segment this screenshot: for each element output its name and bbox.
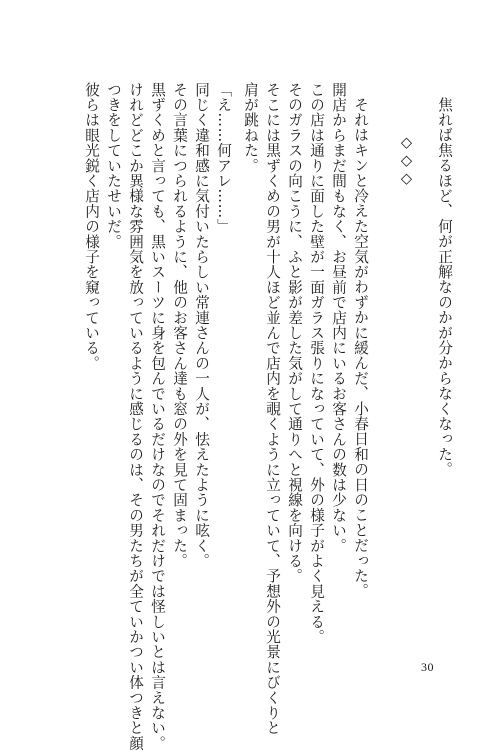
text-column: 焦れば焦るほど、何が正解なのかが分からなくなった。 <box>436 97 453 477</box>
text-column: 彼らは眼光鋭く店内の様子を窺っている。 <box>83 82 100 371</box>
text-column: 「え……何アレ……」 <box>215 82 232 234</box>
text-column: それはキンと冷えた空気がわずかに緩んだ、小春日和の日のことだった。 <box>352 97 369 599</box>
page-number: 30 <box>421 660 434 674</box>
text-column: つきをしていたせいだ。 <box>105 82 122 250</box>
text-column: そのガラスの向こうに、ふと影が差した気がして通りへと視線を向ける。 <box>286 82 303 584</box>
text-column: そこには黒ずくめの男が十人ほど並んで店内を覗くように立っていて、予想外の光景にびくりと <box>264 82 281 736</box>
text-column: 開店からまだ間もなく、お昼前で店内にいるお客さんの数は少ない。 <box>330 82 347 554</box>
text-column: 同じく違和感に気付いたらしい常連さんの一人が、怯えたように呟く。 <box>193 82 210 569</box>
text-column: その言葉につられるように、他のお客さん達も窓の外を見て固まった。 <box>171 82 188 569</box>
text-column: この店は通りに面した壁が一面ガラス張りになっていて、外の様子がよく見える。 <box>308 82 325 645</box>
section-divider: ◇◇◇ <box>398 134 415 188</box>
text-column: けれどどこか異様な雰囲気を放っているように感じるのは、その男たちが全ていかつい体つきと顔 <box>127 82 144 751</box>
text-column: 黒ずくめと言っても、黒いスーツに身を包んでいるだけなのでそれだけでは怪しいとは言えない。 <box>149 82 166 751</box>
text-column: 肩が跳ねた。 <box>242 82 259 174</box>
